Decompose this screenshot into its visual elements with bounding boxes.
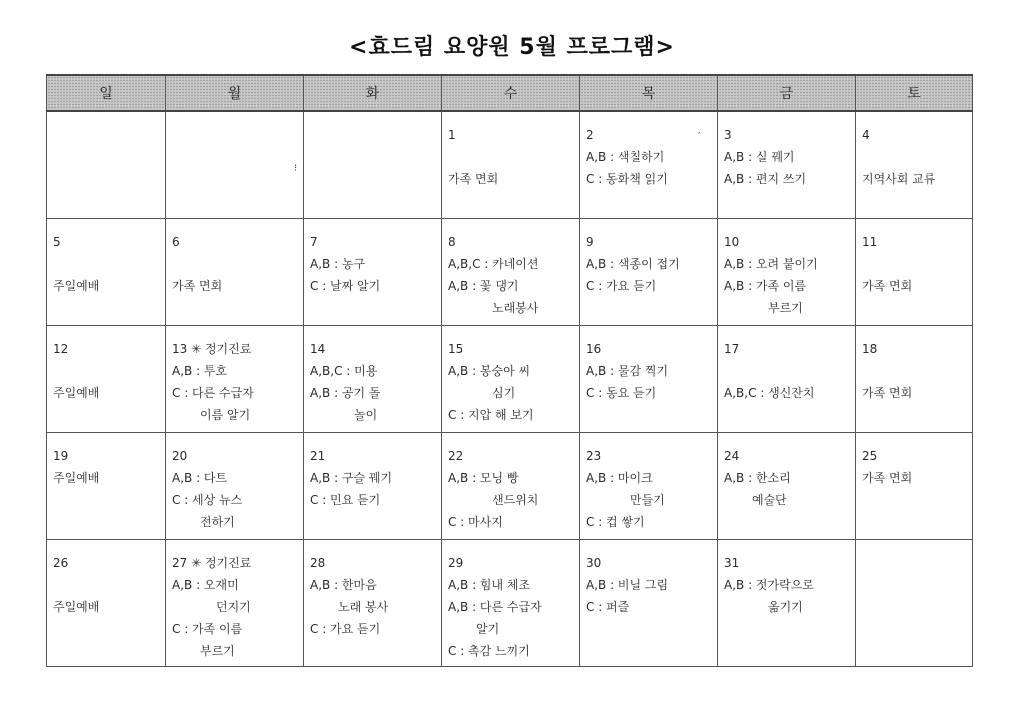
day-cell xyxy=(718,540,856,667)
program-line: A,B : 투호 xyxy=(172,364,228,378)
program-line: C : 지압 해 보기 xyxy=(448,408,534,422)
program-line xyxy=(172,253,297,275)
weekday-header: 월 xyxy=(166,75,304,111)
day-number: 4 xyxy=(862,128,870,142)
program-line: 주일예배 xyxy=(53,279,100,293)
day-cell xyxy=(580,219,718,326)
day-number: 27 ✳ 정기진료 xyxy=(172,556,252,570)
program-line xyxy=(53,574,159,596)
program-line: A,B : 비닐 그림 xyxy=(586,578,669,592)
program-line: A,B : 물감 찍기 xyxy=(586,364,669,378)
day-number: 22 xyxy=(448,449,464,463)
day-cell xyxy=(580,540,718,667)
program-line: 예술단 xyxy=(752,493,787,507)
day-cell xyxy=(166,111,304,219)
day-number: 17 xyxy=(724,342,740,356)
program-line: 알기 xyxy=(476,622,500,636)
day-number: 15 xyxy=(448,342,464,356)
program-line: A,B : 실 꿰기 xyxy=(724,150,795,164)
calendar-week xyxy=(47,326,973,433)
day-cell xyxy=(856,540,973,667)
program-line: 만들기 xyxy=(630,493,665,507)
program-line: 가족 면회 xyxy=(448,172,499,186)
program-line: C : 동요 듣기 xyxy=(586,386,657,400)
program-line: A,B,C : 미용 xyxy=(310,364,378,378)
program-line: A,B : 색칠하기 xyxy=(586,150,665,164)
day-cell xyxy=(856,111,973,219)
program-line: 가족 면회 xyxy=(172,279,223,293)
day-cell xyxy=(304,111,442,219)
day-cell xyxy=(442,326,580,433)
calendar-week xyxy=(47,540,973,667)
program-line: 주일예배 xyxy=(53,600,100,614)
day-cell xyxy=(856,433,973,540)
program-line: A,B : 오려 붙이기 xyxy=(724,257,818,271)
program-line: A,B : 젓가락으로 xyxy=(724,578,814,592)
program-line: A,B : 편지 쓰기 xyxy=(724,172,807,186)
day-cell xyxy=(718,219,856,326)
program-line: 이름 알기 xyxy=(200,408,251,422)
program-line xyxy=(862,360,966,382)
program-line: A,B : 한마음 xyxy=(310,578,377,592)
day-cell xyxy=(166,540,304,667)
day-cell xyxy=(304,219,442,326)
scan-mark: ⁝ xyxy=(294,163,298,174)
day-number: 24 xyxy=(724,449,740,463)
day-number: 14 xyxy=(310,342,326,356)
weekday-header: 화 xyxy=(304,75,442,111)
page-title: <효드림 요양원 5월 프로그램> xyxy=(349,35,675,60)
day-cell xyxy=(166,326,304,433)
program-line: C : 촉감 느끼기 xyxy=(448,644,530,658)
program-line: 가족 면회 xyxy=(862,386,913,400)
program-line: A,B : 봉숭아 씨 xyxy=(448,364,531,378)
day-cell xyxy=(47,219,166,326)
day-number: 7 xyxy=(310,235,318,249)
program-line xyxy=(862,146,966,168)
day-cell xyxy=(304,540,442,667)
day-number: 11 xyxy=(862,235,878,249)
weekday-header: 토 xyxy=(856,75,973,111)
program-line: 심기 xyxy=(492,386,516,400)
day-number: 9 xyxy=(586,235,594,249)
program-line: 노래 봉사 xyxy=(338,600,389,614)
day-number: 2 xyxy=(586,128,594,142)
program-line xyxy=(448,146,573,168)
program-line: 지역사회 교류 xyxy=(862,172,936,186)
day-cell xyxy=(718,433,856,540)
calendar-week xyxy=(47,219,973,326)
scan-mark: ′ xyxy=(698,131,701,142)
program-line: 가족 면회 xyxy=(862,471,913,485)
program-line: A,B : 다트 xyxy=(172,471,228,485)
program-line: 부르기 xyxy=(768,301,803,315)
program-line: 샌드위치 xyxy=(492,493,539,507)
day-cell xyxy=(47,540,166,667)
program-line: A,B : 꽃 댕기 xyxy=(448,279,519,293)
program-line: C : 가요 듣기 xyxy=(310,622,381,636)
program-line: 가족 면회 xyxy=(862,279,913,293)
day-cell xyxy=(442,219,580,326)
program-line: C : 가요 듣기 xyxy=(586,279,657,293)
program-line: A,B : 농구 xyxy=(310,257,366,271)
day-number: 18 xyxy=(862,342,878,356)
day-number: 29 xyxy=(448,556,464,570)
weekday-header-row xyxy=(47,75,973,111)
day-cell xyxy=(580,433,718,540)
program-line: C : 날짜 알기 xyxy=(310,279,381,293)
program-line xyxy=(53,253,159,275)
weekday-header: 수 xyxy=(442,75,580,111)
program-line xyxy=(862,253,966,275)
day-number: 31 xyxy=(724,556,740,570)
program-line: 던지기 xyxy=(216,600,251,614)
day-cell xyxy=(47,111,166,219)
program-line: A,B : 마이크 xyxy=(586,471,653,485)
program-line: A,B : 공기 돌 xyxy=(310,386,381,400)
day-number: 6 xyxy=(172,235,180,249)
program-line: 부르기 xyxy=(200,644,235,658)
day-cell xyxy=(718,111,856,219)
calendar-week xyxy=(47,433,973,540)
day-cell xyxy=(856,326,973,433)
program-line: C : 동화책 읽기 xyxy=(586,172,668,186)
program-line: A,B : 색종이 접기 xyxy=(586,257,680,271)
program-line: A,B : 한소리 xyxy=(724,471,791,485)
program-line xyxy=(724,360,849,382)
weekday-header: 목 xyxy=(580,75,718,111)
day-cell xyxy=(304,433,442,540)
program-line: A,B,C : 카네이션 xyxy=(448,257,539,271)
day-number: 12 xyxy=(53,342,69,356)
program-line: A,B,C : 생신잔치 xyxy=(724,386,815,400)
day-cell xyxy=(47,326,166,433)
program-line: A,B : 가족 이름 xyxy=(724,279,807,293)
program-line: C : 가족 이름 xyxy=(172,622,243,636)
program-line: 노래봉사 xyxy=(492,301,539,315)
day-cell xyxy=(856,219,973,326)
calendar-week xyxy=(47,111,973,219)
weekday-header: 금 xyxy=(718,75,856,111)
day-number: 21 xyxy=(310,449,326,463)
program-line: C : 퍼즐 xyxy=(586,600,630,614)
day-number: 30 xyxy=(586,556,602,570)
day-number: 8 xyxy=(448,235,456,249)
day-cell xyxy=(442,111,580,219)
program-line: A,B : 구슬 꿰기 xyxy=(310,471,393,485)
program-line: C : 마사지 xyxy=(448,515,503,529)
program-line: 주일예배 xyxy=(53,386,100,400)
day-number: 3 xyxy=(724,128,732,142)
day-number: 10 xyxy=(724,235,740,249)
day-cell xyxy=(47,433,166,540)
weekday-header: 일 xyxy=(47,75,166,111)
day-number: 13 ✳ 정기진료 xyxy=(172,342,252,356)
day-cell xyxy=(304,326,442,433)
program-line: A,B : 다른 수급자 xyxy=(448,600,542,614)
day-number: 16 xyxy=(586,342,602,356)
program-line: C : 세상 뉴스 xyxy=(172,493,243,507)
day-cell xyxy=(442,433,580,540)
program-line: A,B : 힘내 체조 xyxy=(448,578,531,592)
program-line: 옮기기 xyxy=(768,600,803,614)
day-number: 23 xyxy=(586,449,602,463)
day-number: 20 xyxy=(172,449,188,463)
program-line: C : 다른 수급자 xyxy=(172,386,254,400)
program-line: 놀이 xyxy=(354,408,378,422)
program-line: C : 컵 쌓기 xyxy=(586,515,645,529)
program-line: C : 민요 듣기 xyxy=(310,493,381,507)
day-number: 25 xyxy=(862,449,878,463)
day-number: 5 xyxy=(53,235,61,249)
day-cell xyxy=(166,433,304,540)
day-number: 28 xyxy=(310,556,326,570)
day-number: 26 xyxy=(53,556,69,570)
day-cell xyxy=(718,326,856,433)
day-cell xyxy=(166,219,304,326)
day-number: 19 xyxy=(53,449,69,463)
day-cell xyxy=(580,326,718,433)
program-line: A,B : 모닝 빵 xyxy=(448,471,519,485)
program-line: 주일예배 xyxy=(53,471,100,485)
day-cell xyxy=(442,540,580,667)
program-line xyxy=(53,360,159,382)
day-cell xyxy=(580,111,718,219)
calendar-table xyxy=(46,74,973,667)
program-line: A,B : 오재미 xyxy=(172,578,239,592)
program-line: 전하기 xyxy=(200,515,235,529)
day-number: 1 xyxy=(448,128,456,142)
